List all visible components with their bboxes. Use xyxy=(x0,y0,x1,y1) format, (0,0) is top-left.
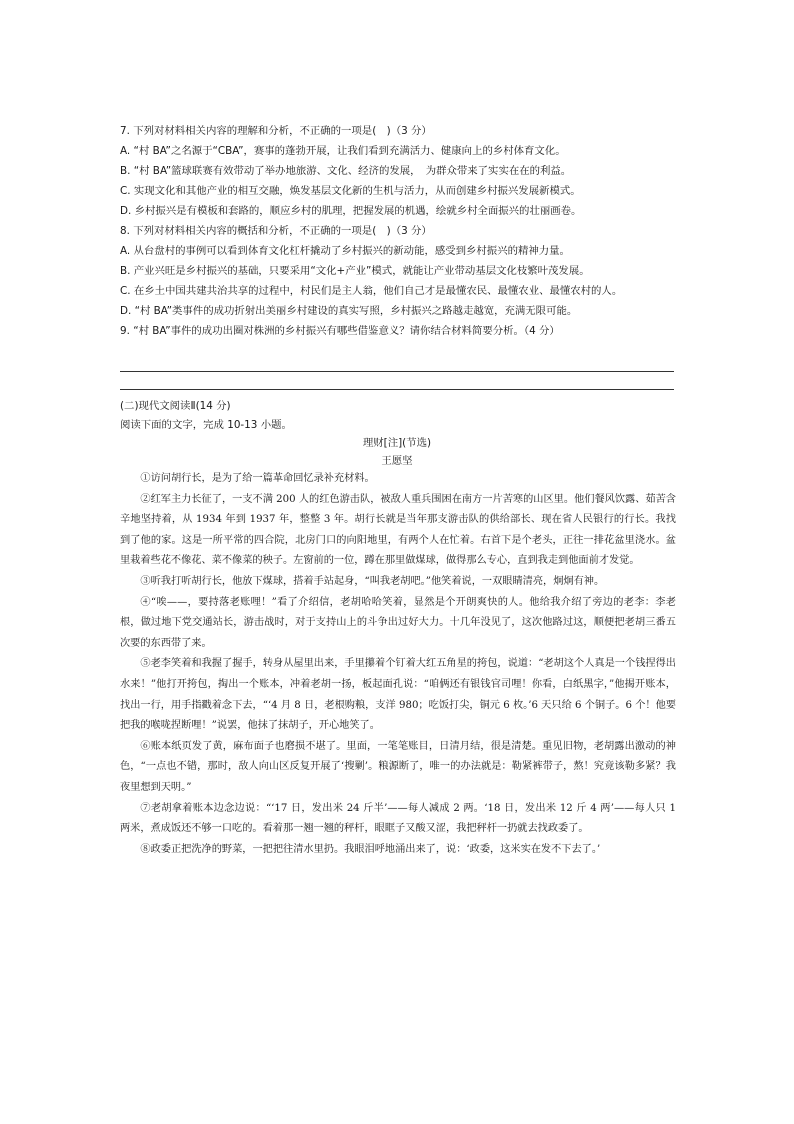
essay-paragraph-4: ④“唉——，要持落老账哩！”看了介绍信，老胡哈哈笑着，显然是个开朗爽快的人。他给我介绍了旁边的老李：李老根，做过地下党交通站长，游击战时，对于支持山上的斗争出过好大力。十几年没见了，这次他路过这，顺便把老胡三番五次要的东西带了来。 xyxy=(120,596,676,649)
essay-paragraph-5: ⑤老李笑着和我握了握手，转身从屋里出来，手里攥着个钉着大红五角星的挎包，说道：“老胡这个人真是一个钱捏得出水来！”他打开挎包，掏出一个账本，冲着老胡一扬，板起面孔说：“咱俩还有银钱官司哩！你看，白纸黑字，”他揭开账本，找出一行，用手指戳着念下去，“‘4 月 8 日，老根购粮，支洋 980；吃饭打尖，铜元 6 枚。’6 天只给 6 个铜子。6 个！他要把我的喉咙捏断哩！”说罢，他抹了抹胡子，开心地笑了。 xyxy=(120,658,676,732)
question-8-stem: 8. 下列对材料相关内容的概括和分析，不正确的一项是( )（3 分） xyxy=(120,225,432,237)
essay-paragraph-1: ①访问胡行长，是为了给一篇革命回忆录补充材料。 xyxy=(140,473,375,484)
essay-paragraph-2: ②红军主力长征了，一支不满 200 人的红色游击队，被敌人重兵围困在南方一片苦寒的山区里。他们餐风饮露、茹苦含辛地坚持着，从 1934 年到 1937 年，整整 3 年。胡行长就是当年那支游击队的供给部长、现在省人民银行的行长。我找到了他的家。这是一所平常的四合院，北房门口的向阳地里，有两个人在忙着。右首下是个老头，正往一排花盆里浇水。盆里栽着些花不像花、菜不像菜的秧子。左窗前的一位，蹲在那里做煤球，做得那么专心，直到我走到他面前才发觉。 xyxy=(120,493,676,567)
essay-author: 王愿坚 xyxy=(381,455,413,467)
question-9-stem: 9. “村 BA”事件的成功出圈对株洲的乡村振兴有哪些借鉴意义？请你结合材料简要分析。（4 分） xyxy=(120,325,560,337)
essay-title: 理财[注](节选) xyxy=(362,437,432,449)
answer-line-2 xyxy=(120,389,674,390)
essay-paragraph-7: ⑦老胡拿着账本边念边说：“‘17 日，发出米 24 斤半’——每人减成 2 两。‘18 日，发出米 12 斤 4 两’——每人只 1 两米，煮成饭还不够一口吃的。看着那一翘一翘的秤杆，眼眶子又酸又涩，我把秤杆一扔就去找政委了。 xyxy=(120,802,676,835)
section-2-heading: (二)现代文阅读Ⅱ(14 分) xyxy=(120,400,231,412)
question-8-option-d: D. “村 BA”类事件的成功折射出美丽乡村建设的真实写照，乡村振兴之路越走越宽，充满无限可能。 xyxy=(120,305,578,317)
section-2-header xyxy=(120,397,680,435)
essay-paragraph-3: ③听我打听胡行长，他放下煤球，搭着手站起身，“叫我老胡吧。”他笑着说，一双眼睛清亮，炯炯有神。 xyxy=(140,575,605,587)
questions-section xyxy=(120,121,680,341)
answer-line-1 xyxy=(120,371,674,372)
question-8-option-b: B. 产业兴旺是乡村振兴的基础，只要采用“文化+产业”模式，就能让产业带动基层文化枝繁叶茂发展。 xyxy=(120,265,590,277)
question-7-option-c: C. 实现文化和其他产业的相互交融，焕发基层文化新的生机与活力，从而创建乡村振兴发展新模式。 xyxy=(120,185,581,197)
question-7-option-a: A. “村 BA”之名源于“CBA”，赛事的蓬勃开展，让我们看到充满活力、健康向上的乡村体育文化。 xyxy=(120,145,566,157)
essay-paragraph-6: ⑥账本纸页发了黄，麻布面子也磨损不堪了。里面，一笔笔账目，日清月结，很是清楚。重见旧物，老胡露出激动的神色，“一点也不错，那时，敌人向山区反复开展了‘搜剿’。粮源断了，唯一的办法就是：勒紧裤带子，熬！究竟该勒多紧？我夜里想到天明。” xyxy=(120,740,676,793)
essay-paragraph-8: ⑧政委正把洗净的野菜，一把把往清水里扔。我眼泪呼地涌出来了，说：‘政委，这米实在发不下去了。’ xyxy=(140,843,601,855)
section-2-instruction: 阅读下面的文字，完成 10-13 小题。 xyxy=(120,419,292,431)
question-8-option-c: C. 在乡土中国共建共治共享的过程中，村民们是主人翁，他们自己才是最懂农民、最懂农业、最懂农村的人。 xyxy=(120,285,623,297)
question-7-stem: 7. 下列对材料相关内容的理解和分析，不正确的一项是( )（3 分） xyxy=(120,125,432,137)
essay-body xyxy=(120,469,676,860)
question-8-option-a: A. 从台盘村的事例可以看到体育文化杠杆撬动了乡村振兴的新动能，感受到乡村振兴的精神力量。 xyxy=(120,245,570,257)
question-7-option-d: D. 乡村振兴是有模板和套路的，顺应乡村的肌理，把握发展的机遇，绘就乡村全面振兴的壮丽画卷。 xyxy=(120,205,582,217)
question-7-option-b: B. “村 BA”篮球联赛有效带动了举办地旅游、文化、经济的发展， 为群众带来了实实在在的利益。 xyxy=(120,165,572,177)
